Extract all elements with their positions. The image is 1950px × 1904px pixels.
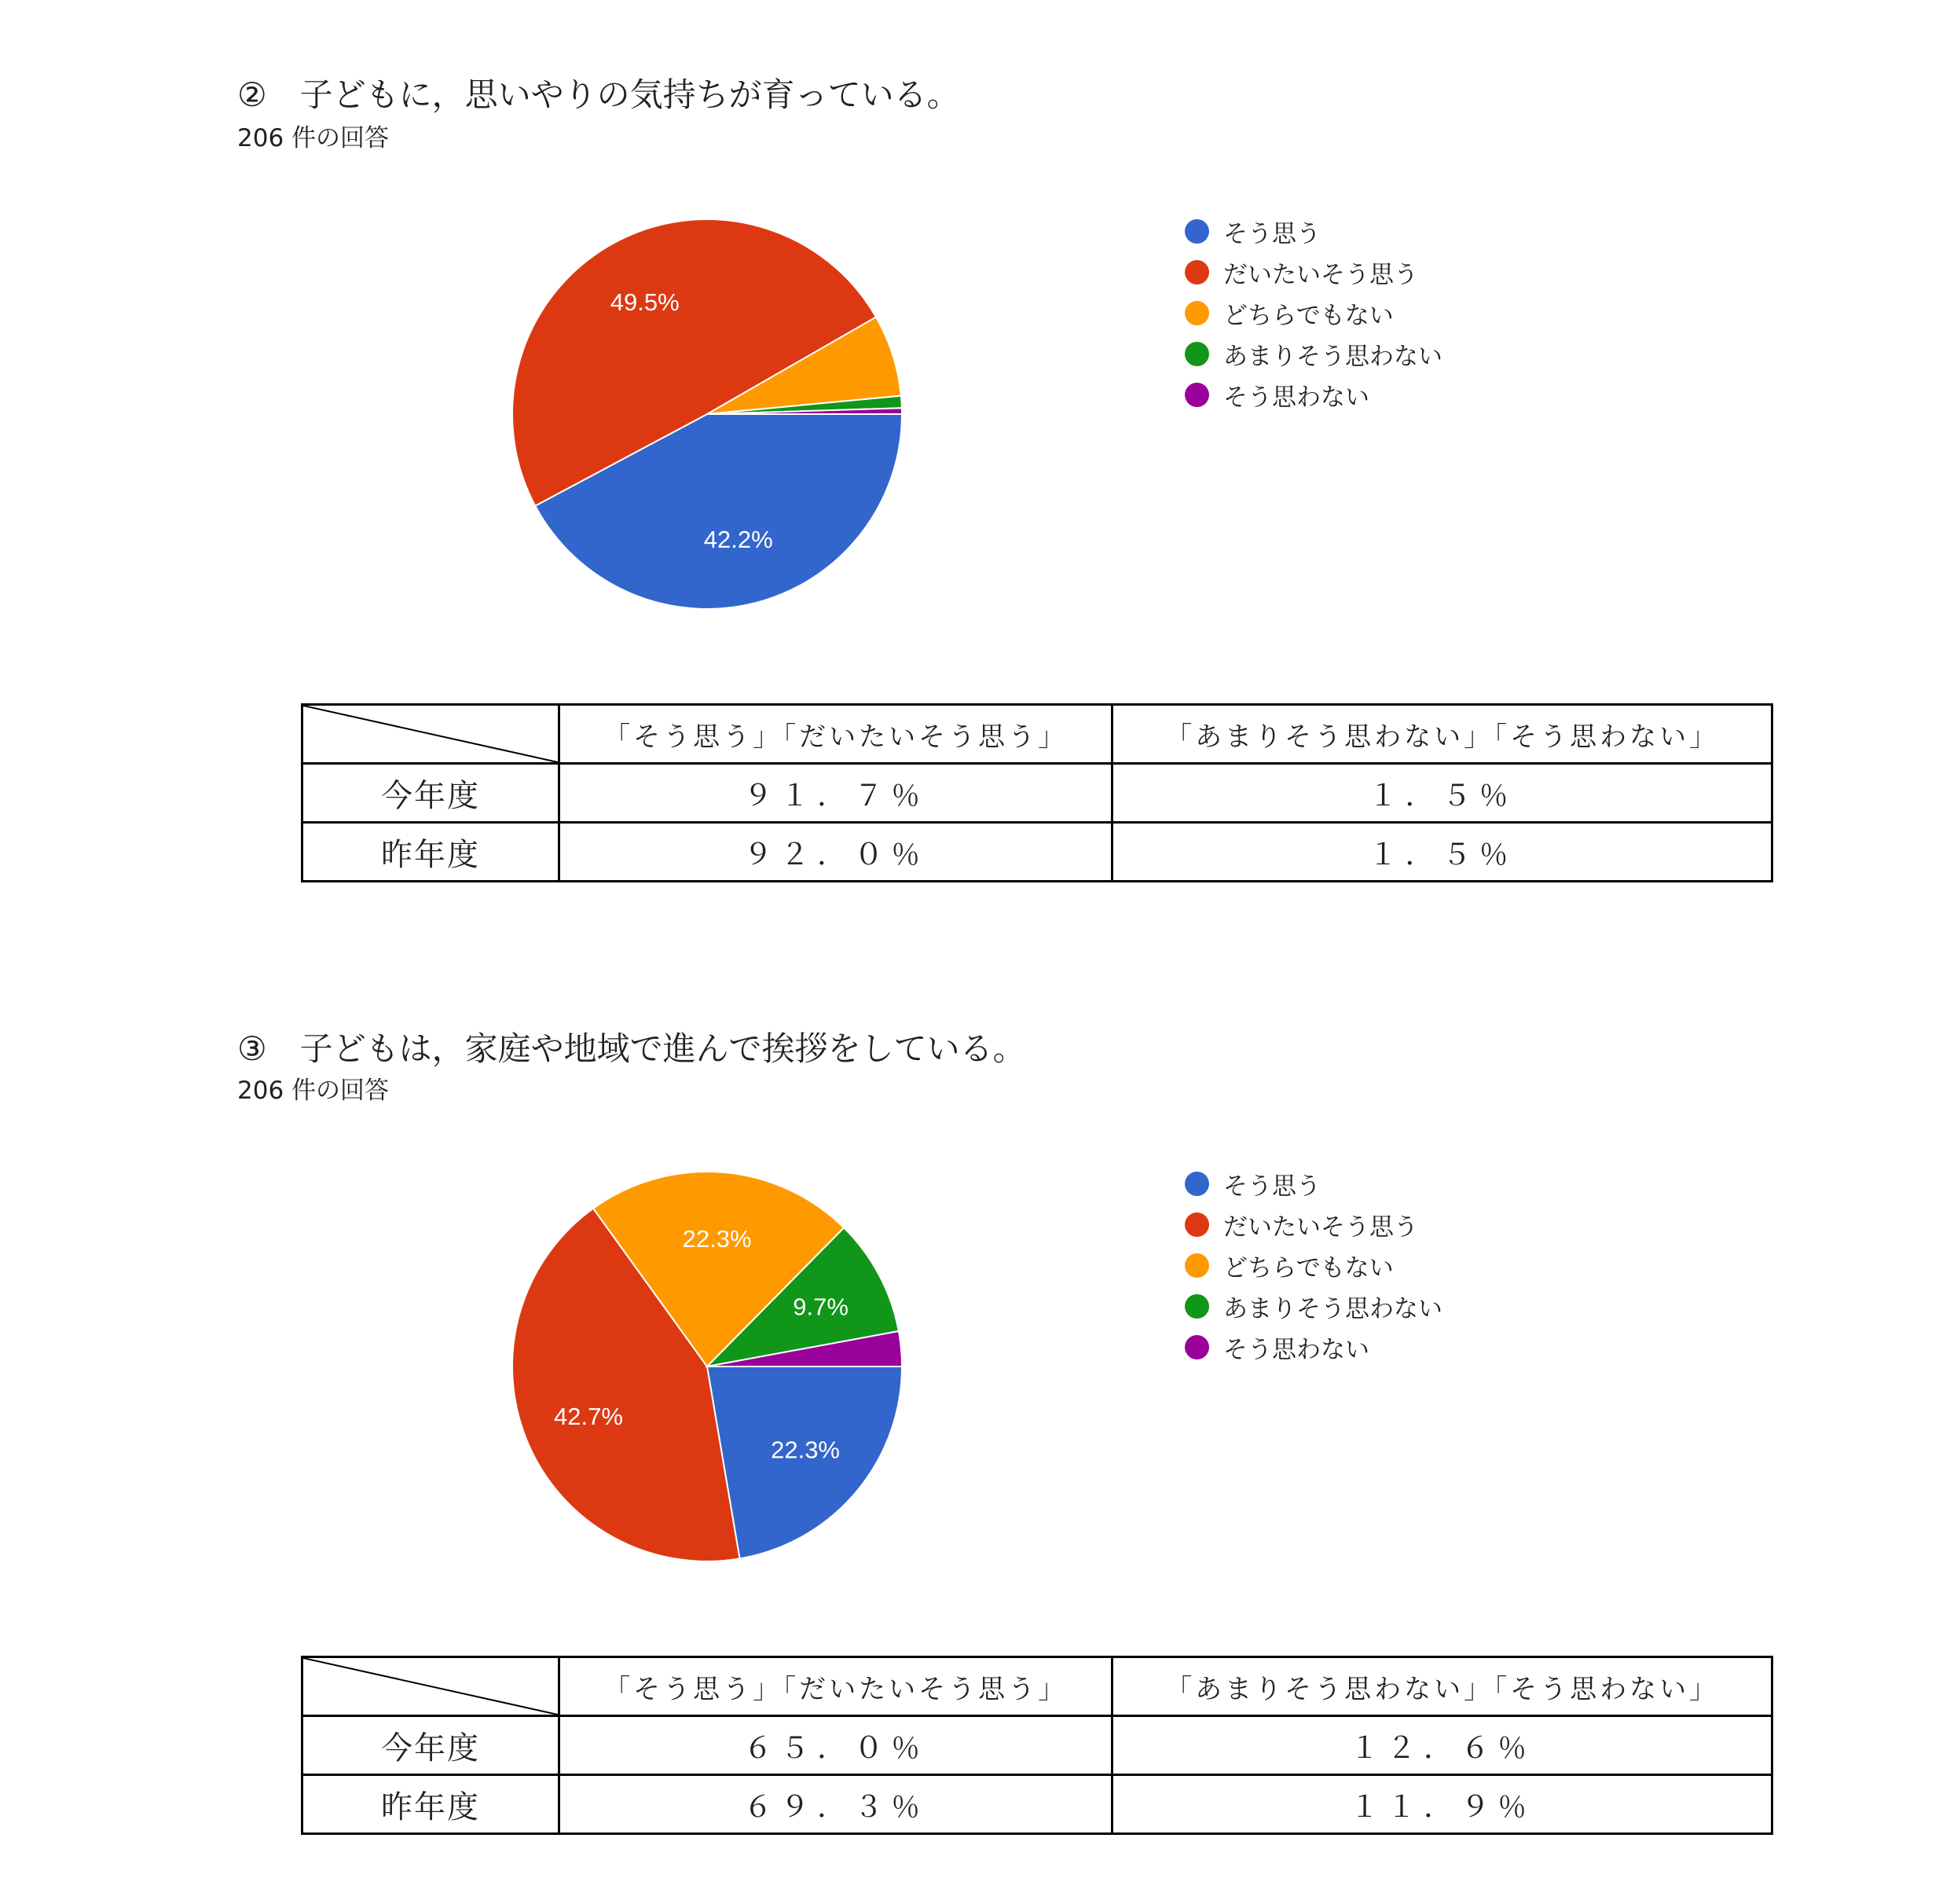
- row-label-last-year: 昨年度: [302, 823, 559, 882]
- legend-swatch: [1185, 383, 1209, 407]
- chart-legend: [1185, 1163, 1442, 1367]
- row-label-last-year: 昨年度: [302, 1775, 559, 1834]
- legend-label: あまりそう思わない: [1223, 342, 1442, 371]
- slice-data-label: 49.5%: [610, 288, 680, 316]
- legend-label: そう思わない: [1223, 1335, 1369, 1364]
- row-label-this-year: 今年度: [302, 1716, 559, 1775]
- row-label-this-year: 今年度: [302, 764, 559, 823]
- comparison-table: [301, 1656, 1773, 1835]
- table-header-positive: 「そう思う」「だいたいそう思う」: [559, 705, 1112, 764]
- slice-data-label: 42.2%: [703, 525, 773, 553]
- table-row: [302, 1775, 1772, 1834]
- legend-swatch: [1185, 1212, 1209, 1237]
- legend-swatch: [1185, 1253, 1209, 1278]
- legend-label: どちらでもない: [1223, 301, 1394, 330]
- legend-item-mostly-agree: [1185, 1204, 1442, 1245]
- legend-swatch: [1185, 301, 1209, 325]
- cell-positive-this-year: ６５．０％: [559, 1716, 1112, 1775]
- legend-label: だいたいそう思う: [1223, 260, 1418, 289]
- legend-item-agree: [1185, 1163, 1442, 1204]
- table-header-row: [302, 1657, 1772, 1716]
- survey-section-3: [0, 952, 1950, 1903]
- legend-item-agree: [1185, 211, 1442, 251]
- table-row: [302, 823, 1772, 882]
- pie-chart: [507, 214, 907, 614]
- slice-data-label: 42.7%: [554, 1403, 623, 1431]
- legend-label: そう思う: [1223, 1172, 1321, 1201]
- cell-positive-this-year: ９１．７％: [559, 764, 1112, 823]
- cell-negative-last-year: １．５％: [1112, 823, 1772, 882]
- table-corner-cell: [302, 705, 559, 764]
- legend-item-mostly-disagree: [1185, 1286, 1442, 1326]
- table-row: [302, 1716, 1772, 1775]
- slice-data-label: 9.7%: [793, 1293, 849, 1321]
- cell-negative-this-year: １２．６％: [1112, 1716, 1772, 1775]
- table-corner-cell: [302, 1657, 559, 1716]
- diagonal-line: [303, 706, 558, 762]
- response-count: 206 件の回答: [237, 124, 390, 152]
- cell-positive-last-year: ９２．０％: [559, 823, 1112, 882]
- response-count: 206 件の回答: [237, 1077, 390, 1105]
- legend-label: だいたいそう思う: [1223, 1212, 1418, 1242]
- cell-positive-last-year: ６９．３％: [559, 1775, 1112, 1834]
- legend-label: そう思わない: [1223, 383, 1369, 412]
- diagonal-line: [303, 1658, 558, 1715]
- legend-item-neutral: [1185, 1245, 1442, 1286]
- legend-item-mostly-agree: [1185, 251, 1442, 292]
- legend-swatch: [1185, 260, 1209, 284]
- legend-swatch: [1185, 1172, 1209, 1196]
- slice-data-label: 22.3%: [771, 1436, 841, 1464]
- legend-item-mostly-disagree: [1185, 333, 1442, 374]
- slice-data-label: 22.3%: [682, 1224, 752, 1253]
- survey-section-2: [0, 0, 1950, 951]
- pie-chart: [507, 1166, 907, 1567]
- table-header-positive: 「そう思う」「だいたいそう思う」: [559, 1657, 1112, 1716]
- table-row: [302, 764, 1772, 823]
- legend-label: どちらでもない: [1223, 1253, 1394, 1282]
- table-header-negative: 「あまりそう思わない」「そう思わない」: [1112, 1657, 1772, 1716]
- legend-swatch: [1185, 342, 1209, 366]
- legend-item-disagree: [1185, 374, 1442, 415]
- question-title: ③ 子どもは，家庭や地域で進んで挨拶をしている。: [237, 1029, 1026, 1068]
- legend-swatch: [1185, 1294, 1209, 1319]
- table-header-row: [302, 705, 1772, 764]
- legend-swatch: [1185, 1335, 1209, 1359]
- cell-negative-this-year: １．５％: [1112, 764, 1772, 823]
- legend-label: そう思う: [1223, 219, 1321, 248]
- legend-item-disagree: [1185, 1326, 1442, 1367]
- question-title: ② 子どもに，思いやりの気持ちが育っている。: [237, 75, 960, 114]
- table-header-negative: 「あまりそう思わない」「そう思わない」: [1112, 705, 1772, 764]
- cell-negative-last-year: １１．９％: [1112, 1775, 1772, 1834]
- legend-item-neutral: [1185, 292, 1442, 333]
- chart-legend: [1185, 211, 1442, 415]
- comparison-table: [301, 703, 1773, 882]
- legend-swatch: [1185, 219, 1209, 244]
- legend-label: あまりそう思わない: [1223, 1294, 1442, 1323]
